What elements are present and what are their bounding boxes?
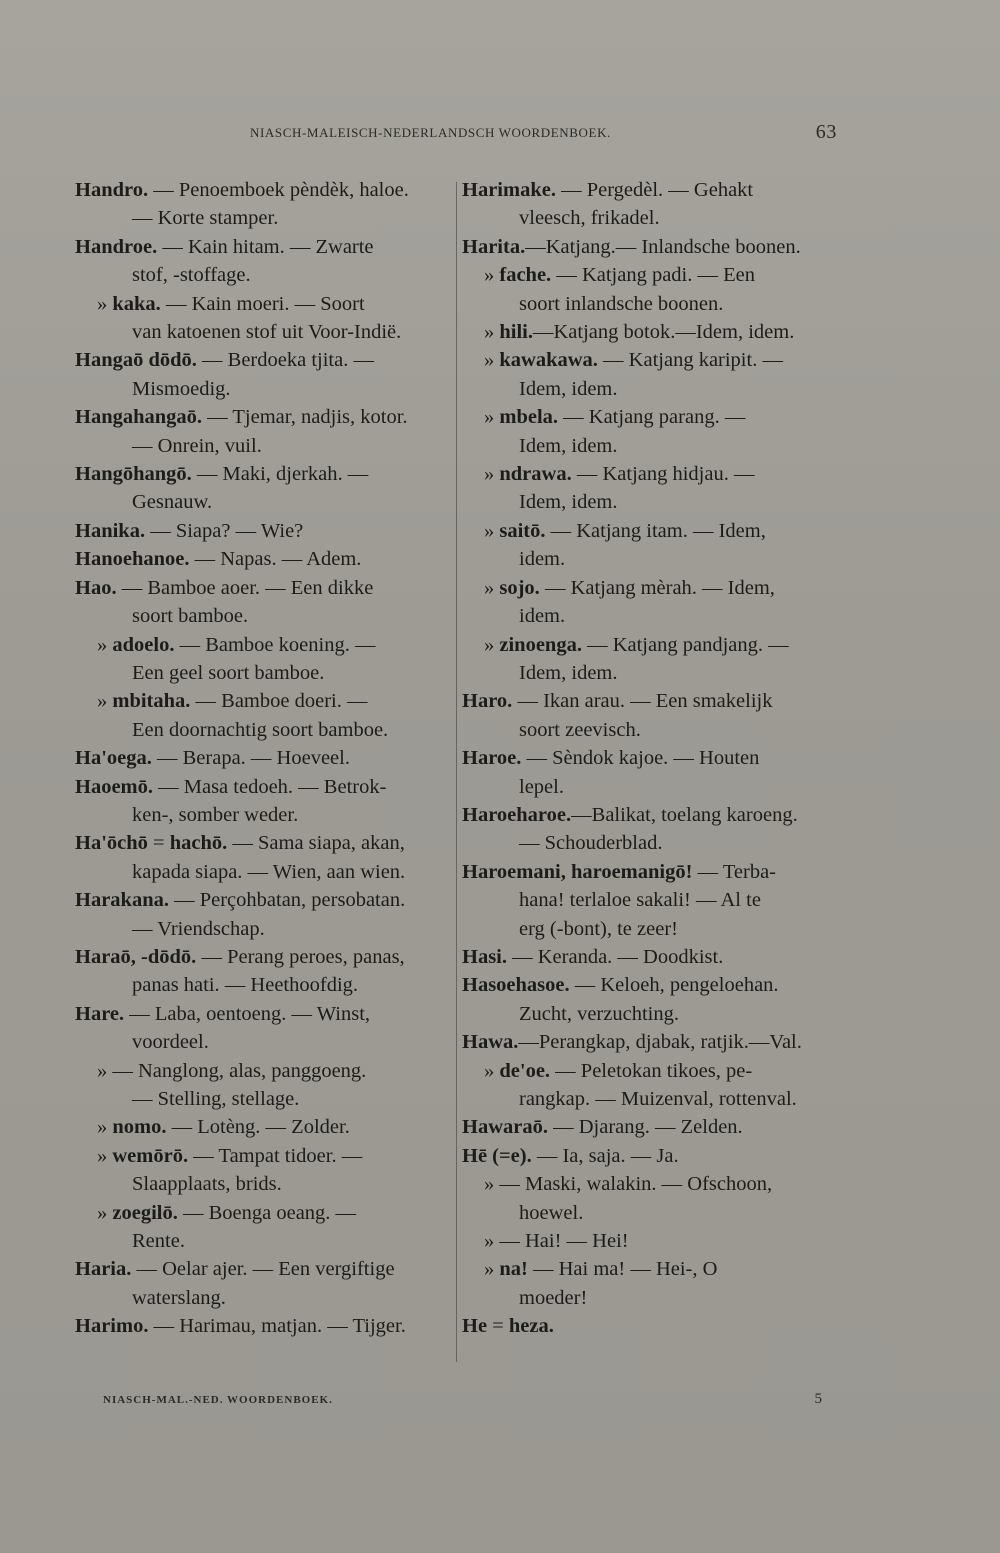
entry-continuation: idem. [519, 548, 566, 571]
headword: nomo. [112, 1116, 167, 1139]
entry-headline: » sojo. — Katjang mèrah. — Idem, [484, 576, 775, 599]
headword: Hangōhangō. [75, 463, 192, 486]
entry-continuation: Zucht, verzuchting. [519, 1002, 679, 1025]
left-column [75, 176, 453, 1341]
dictionary-entry [75, 176, 453, 233]
dictionary-entry [462, 744, 838, 801]
headword: He [462, 1315, 488, 1338]
entry-headline: Hanoehanoe. — Napas. — Adem. [75, 548, 362, 571]
headword: hili. [499, 321, 533, 344]
entry-continuation: Idem, idem. [519, 434, 618, 457]
entry-continuation: ken-, somber weder. [132, 803, 299, 826]
dictionary-entry [75, 744, 453, 772]
headword: Hanoehanoe. [75, 548, 190, 571]
entry-headline: » de'oe. — Peletokan tikoes, pe- [484, 1059, 753, 1082]
dictionary-entry [75, 829, 453, 886]
headword: wemōrō. [112, 1144, 189, 1167]
dictionary-entry [462, 574, 838, 631]
entry-continuation: stof, -stoffage. [132, 264, 251, 287]
dictionary-entry [462, 1255, 838, 1312]
entry-headline: » fache. — Katjang padi. — Een [484, 264, 755, 287]
entry-headline: » kawakawa. — Katjang karipit. — [484, 349, 783, 372]
entry-continuation: — Stelling, stellage. [132, 1088, 300, 1110]
headword: Haraō, -dōdō. [75, 945, 197, 968]
dictionary-entry [462, 1170, 838, 1227]
entry-headline: Haoemō. — Masa tedoeh. — Betrok- [75, 775, 387, 798]
dictionary-entry [75, 290, 453, 347]
dictionary-entry [75, 233, 453, 290]
dictionary-entry [75, 545, 453, 573]
entry-headline: Hangahangaō. — Tjemar, nadjis, kotor. [75, 406, 408, 429]
entry-continuation: rangkap. — Muizenval, rottenval. [519, 1088, 797, 1110]
entry-headline: » saitō. — Katjang itam. — Idem, [484, 519, 766, 542]
headword: Haro. [462, 690, 513, 713]
entry-headline: Handroe. — Kain hitam. — Zwarte [75, 235, 374, 258]
page-number: 63 [815, 121, 837, 143]
headword: Harakana. [75, 889, 169, 912]
headword: Hangahangaō. [75, 406, 203, 429]
running-head-title: NIASCH-MALEISCH-NEDERLANDSCH WOORDENBOEK. [250, 125, 611, 140]
entry-headline: Ha'oega. — Berapa. — Hoeveel. [75, 747, 350, 770]
headword: Ha'ōchō [75, 832, 148, 855]
dictionary-entry [75, 403, 453, 460]
dictionary-entry [462, 176, 838, 233]
entry-headline: » mbitaha. — Bamboe doeri. — [97, 690, 368, 713]
dictionary-entry [462, 1113, 838, 1141]
dictionary-entry [462, 346, 838, 403]
entry-headline: Hao. — Bamboe aoer. — Een dikke [75, 576, 374, 599]
entry-continuation: moeder! [519, 1286, 588, 1309]
dictionary-entry [462, 460, 838, 517]
headword: hachō. [169, 832, 228, 855]
entry-headline: Hasi. — Keranda. — Doodkist. [462, 945, 724, 968]
entry-headline: Haro. — Ikan arau. — Een smakelijk [462, 690, 773, 713]
entry-continuation: Idem, idem. [519, 661, 618, 684]
entry-headline: Hangōhangō. — Maki, djerkah. — [75, 463, 369, 486]
dictionary-entry [462, 1142, 838, 1170]
headword: Haria. [75, 1258, 132, 1281]
dictionary-entry [462, 971, 838, 1028]
dictionary-entry [462, 687, 838, 744]
headword: Hē (=e). [462, 1144, 532, 1167]
entry-headline: » zinoenga. — Katjang pandjang. — [484, 633, 789, 656]
entry-continuation: Slaapplaats, brids. [132, 1173, 282, 1196]
dictionary-entry [462, 233, 838, 261]
headword: adoelo. [112, 633, 175, 656]
entry-headline: » — Nanglong, alas, panggoeng. [97, 1059, 367, 1082]
entry-headline: Hawaraō. — Djarang. — Zelden. [462, 1116, 743, 1139]
headword: Hare. [75, 1002, 125, 1025]
entry-continuation: kapada siapa. — Wien, aan wien. [132, 860, 406, 883]
entry-headline: Handro. — Penoemboek pèndèk, haloe. [75, 179, 409, 201]
dictionary-entry [75, 1199, 453, 1256]
headword: Haroemani, haroemanigō! [462, 860, 693, 883]
headword: Harimake. [462, 179, 556, 201]
entry-headline: Harimake. — Pergedèl. — Gehakt [462, 179, 754, 201]
footer-running-title: NIASCH-MAL.-NED. WOORDENBOEK. [103, 1394, 333, 1406]
entry-headline: Hawa.—Perangkap, djabak, ratjik.—Val. [462, 1031, 802, 1054]
headword: kaka. [112, 292, 161, 315]
entry-continuation: Gesnauw. [132, 491, 213, 514]
entry-continuation: Idem, idem. [519, 491, 618, 514]
page-footer [103, 1391, 823, 1407]
entry-headline: » hili.—Katjang botok.—Idem, idem. [484, 321, 795, 344]
entry-headline: Haria. — Oelar ajer. — Een vergiftige [75, 1258, 395, 1281]
headword: Hasi. [462, 945, 507, 968]
dictionary-entry [462, 631, 838, 688]
entry-headline: Hanika. — Siapa? — Wie? [75, 519, 304, 542]
dictionary-entry [75, 1000, 453, 1057]
entry-continuation: Een geel soort bamboe. [132, 661, 325, 684]
headword: mbela. [499, 406, 559, 429]
dictionary-entry [462, 318, 838, 346]
headword: de'oe. [499, 1059, 551, 1082]
dictionary-entry [75, 773, 453, 830]
dictionary-entry [462, 1227, 838, 1255]
entry-continuation: panas hati. — Heethoofdig. [132, 974, 359, 997]
page-header [250, 121, 837, 143]
entry-headline: » na! — Hai ma! — Hei-, O [484, 1258, 718, 1281]
headword: Handro. [75, 179, 149, 201]
headword: Hasoehasoe. [462, 974, 570, 997]
entry-headline: » mbela. — Katjang parang. — [484, 406, 746, 429]
dictionary-entry [462, 517, 838, 574]
entry-headline: » adoelo. — Bamboe koening. — [97, 633, 376, 656]
entry-continuation: soort zeevisch. [519, 718, 641, 741]
dictionary-entry [75, 943, 453, 1000]
entry-continuation: voordeel. [132, 1031, 209, 1054]
headword: heza. [508, 1315, 554, 1338]
headword: ndrawa. [499, 463, 572, 486]
entry-headline: Haraō, -dōdō. — Perang peroes, panas, [75, 945, 405, 968]
entry-continuation: van katoenen stof uit Voor-Indië. [132, 321, 402, 344]
dictionary-entry [75, 460, 453, 517]
right-column [462, 176, 838, 1341]
dictionary-entry [75, 517, 453, 545]
headword: kawakawa. [499, 349, 598, 372]
headword: mbitaha. [112, 690, 191, 713]
headword: Hawa. [462, 1031, 519, 1054]
entry-headline: Ha'ōchō = hachō. — Sama siapa, akan, [75, 832, 405, 855]
entry-headline: Harakana. — Perçohbatan, persobatan. [75, 889, 406, 912]
entry-headline: » zoegilō. — Boenga oeang. — [97, 1201, 357, 1224]
dictionary-entry [75, 1057, 453, 1114]
dictionary-entry [462, 403, 838, 460]
headword: Hawaraō. [462, 1116, 548, 1139]
headword: sojo. [499, 576, 540, 599]
entry-continuation: Mismoedig. [132, 377, 231, 400]
headword: saitō. [499, 519, 546, 542]
entry-headline: He = heza. [462, 1315, 554, 1338]
headword: Ha'oega. [75, 747, 152, 770]
entry-continuation: vleesch, frikadel. [519, 207, 660, 230]
dictionary-entry [462, 858, 838, 943]
dictionary-entry [462, 261, 838, 318]
dictionary-entry [462, 943, 838, 971]
entry-headline: Haroemani, haroemanigō! — Terba- [462, 860, 777, 883]
dictionary-entry [462, 1057, 838, 1114]
entry-headline: Haroeharoe.—Balikat, toelang karoeng. [462, 803, 798, 826]
signature-mark: 5 [814, 1391, 823, 1407]
entry-continuation: Idem, idem. [519, 377, 618, 400]
entry-continuation: Een doornachtig soort bamboe. [132, 718, 389, 741]
headword: Harita. [462, 235, 526, 258]
entry-continuation: idem. [519, 605, 566, 628]
entry-headline: » wemōrō. — Tampat tidoer. — [97, 1144, 363, 1167]
headword: Handroe. [75, 235, 158, 258]
entry-headline: Haroe. — Sèndok kajoe. — Houten [462, 747, 760, 770]
dictionary-entry [75, 631, 453, 688]
entry-headline: Hē (=e). — Ia, saja. — Ja. [462, 1144, 679, 1167]
entry-headline: Hasoehasoe. — Keloeh, pengeloehan. [462, 974, 779, 997]
dictionary-entry [75, 687, 453, 744]
entry-headline: » ndrawa. — Katjang hidjau. — [484, 463, 755, 486]
entry-continuation: hoewel. [519, 1201, 584, 1224]
entry-headline: » nomo. — Lotèng. — Zolder. [97, 1116, 350, 1139]
dictionary-entry [75, 574, 453, 631]
entry-headline: » kaka. — Kain moeri. — Soort [97, 292, 365, 315]
entry-continuation: Rente. [132, 1230, 185, 1253]
entry-continuation: waterslang. [132, 1286, 226, 1309]
entry-continuation: — Onrein, vuil. [132, 434, 262, 457]
dictionary-entry [75, 1142, 453, 1199]
entry-continuation: erg (-bont), te zeer! [519, 917, 678, 940]
headword: Haoemō. [75, 775, 153, 798]
headword: zinoenga. [499, 633, 582, 656]
dictionary-entry [462, 801, 838, 858]
headword: fache. [499, 264, 552, 287]
headword: Hao. [75, 576, 117, 599]
column-divider [456, 182, 457, 1362]
headword: Harimo. [75, 1315, 149, 1338]
headword: zoegilō. [112, 1201, 178, 1224]
headword: Hanika. [75, 519, 146, 542]
entry-continuation: soort inlandsche boonen. [519, 292, 724, 315]
entry-continuation: — Schouderblad. [519, 832, 663, 855]
dictionary-entry [75, 1113, 453, 1141]
entry-headline: Hangaō dōdō. — Berdoeka tjita. — [75, 349, 374, 372]
entry-continuation: soort bamboe. [132, 605, 249, 628]
entry-headline: Harimo. — Harimau, matjan. — Tijger. [75, 1315, 406, 1338]
dictionary-entry [462, 1312, 838, 1340]
headword: Haroe. [462, 747, 522, 770]
headword: na! [499, 1258, 528, 1281]
dictionary-entry [75, 1255, 453, 1312]
entry-continuation: hana! terlaloe sakali! — Al te [519, 889, 761, 912]
entry-headline: Harita.—Katjang.— Inlandsche boonen. [462, 235, 801, 258]
entry-continuation: — Korte stamper. [132, 207, 279, 230]
headword: Hangaō dōdō. [75, 349, 197, 372]
entry-headline: Hare. — Laba, oentoeng. — Winst, [75, 1002, 371, 1025]
entry-continuation: — Vriendschap. [132, 917, 265, 940]
entry-continuation: lepel. [519, 775, 564, 798]
entry-headline: » — Hai! — Hei! [484, 1230, 629, 1253]
dictionary-entry [75, 346, 453, 403]
headword: Haroeharoe. [462, 803, 572, 826]
dictionary-entry [75, 886, 453, 943]
entry-headline: » — Maski, walakin. — Ofschoon, [484, 1173, 773, 1196]
dictionary-entry [462, 1028, 838, 1056]
dictionary-entry [75, 1312, 453, 1340]
